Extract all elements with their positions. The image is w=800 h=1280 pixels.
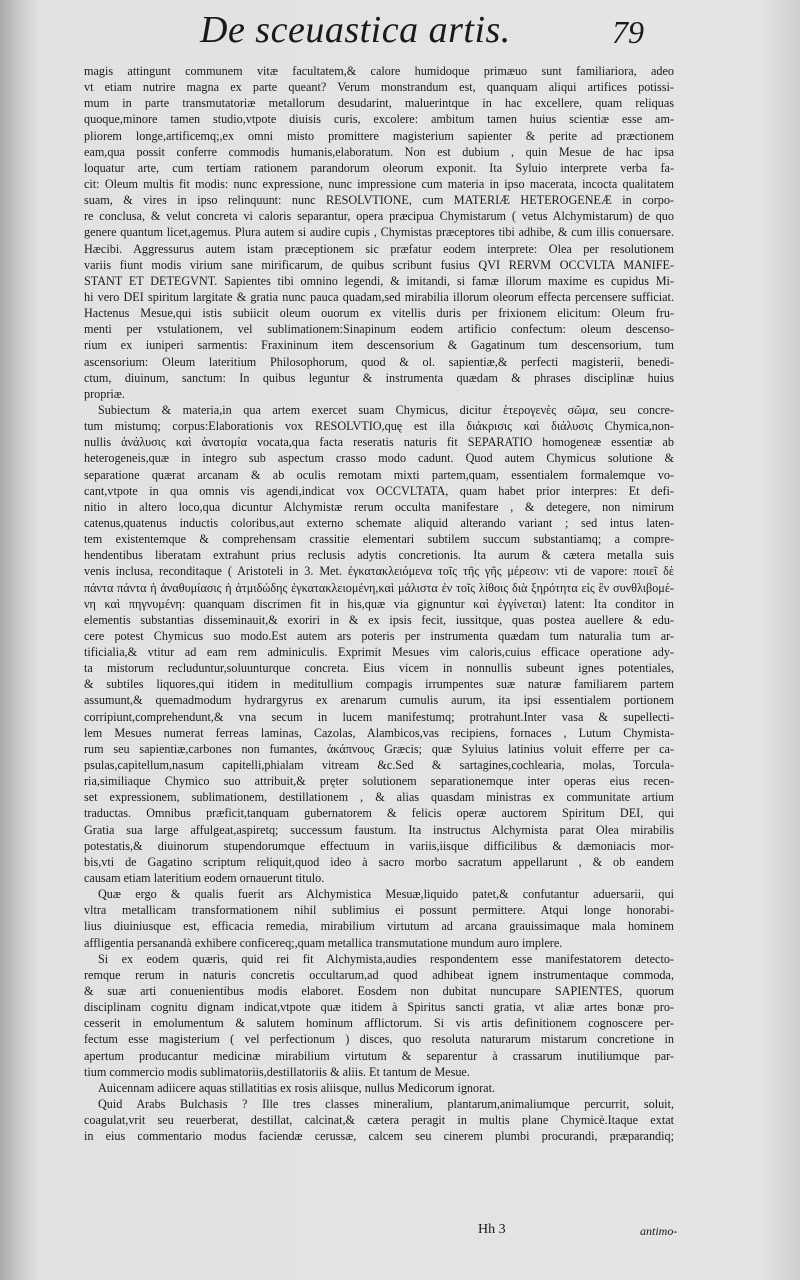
text-line: set expressionem, sublimationem, destillationem , & alias quasdam ministras ex communitate artium bbox=[84, 790, 674, 805]
text-line: πάντα πάντα ἡ ἀναθυμίασις ἡ ἀτμιδώδης ἐγκατακλειομένη,καὶ μάλιστα ἐν τοῖς λίθοις διὰ ξηρότητα εἰς ἓν συνθλιβομέ- bbox=[84, 580, 674, 595]
text-line: Hactenus Mesue,qui istis subiicit oleum ouorum ex vitellis duris per frixionem elicitum: Oleum fru- bbox=[84, 306, 674, 321]
text-line: & suæ arti conuenientibus modis elaboret. Eosdem non dubitat nuncupare SAPIENTES, quorum bbox=[84, 984, 674, 999]
text-line: pliorem longe,artificemq;,ex omni misto promittere magisterium sapienter & perite ad præctionem bbox=[84, 128, 674, 143]
text-line: rum seu sapientiæ,carbones non fumantes, ἀκάπνους Græcis; quæ Syluius latinius voluit efferre per ca- bbox=[84, 741, 674, 756]
text-line: Quid Arabs Bulchasis ? Ille tres classes mineralium, plantarum,animaliumque percurrit, soluit, bbox=[98, 1097, 674, 1111]
text-line: coagulat,vrit seu reuerberat, destillat, calcinat,& cætera peragit in multis plane Chymicè.Itaque extat bbox=[84, 1113, 674, 1128]
text-line: causam etiam lateritium eodem ornauerunt titulo. bbox=[84, 871, 325, 886]
running-title: De sceuastica artis. bbox=[200, 9, 511, 51]
text-line: cesserit in emolumentum & salutem hominum afflictorum. Si vis artis definitionem cognoscere per- bbox=[84, 1016, 674, 1031]
text-line: Quæ ergo & qualis fuerit ars Alchymistica Mesuæ,liquido patet,& confutantur aduersarii, qui bbox=[98, 887, 674, 902]
text-line: remque rerum in naturis concretis occultarum,ad quod adhibeat ignem instrumentaque commoda, bbox=[84, 967, 674, 982]
text-line: quoque,minore tamen studio,vtpote diuisis curis, excolere: ambitum tamen huius scientiæ esse am- bbox=[84, 112, 674, 127]
text-line: hendentibus liberatam extrahunt prius reclusis adytis concretionis. Ita aurum & cætera metalla suis bbox=[84, 548, 674, 563]
text-line: separatione quærat arcanam & ab oculis remotam mixti partem,quam, essentialem formalemque vo- bbox=[84, 467, 674, 482]
text-line: apertum producantur medicinæ mirabilium virtutum & separentur à crassarum inutiliumque par- bbox=[84, 1048, 674, 1063]
text-line: rium ex iuniperi sarmentis: Fraxininum item descensorium & Gagatinum tum descensorium, tum bbox=[84, 338, 674, 353]
text-line: assumunt,& quemadmodum hydrargyrus ex arenarum cumulis aurum, ita ipsi essentialem portionem bbox=[84, 693, 674, 708]
text-line: bis,vti de Gagatino scriptum reliquit,quod ideo à sacro morbo sacratum appellarunt , & ob eandem bbox=[84, 854, 674, 869]
text-line: re conclusa, & velut concreta vi caloris separantur, opera præcipua Chymistarum ( vetus Alchymistarum) de quo bbox=[84, 209, 674, 224]
text-line: tum mistumq; corpus:Elaborationis vox RESOLVTIO,quę est illa διάκρισις καὶ διάλυσις Chymica,non- bbox=[84, 419, 674, 434]
text-line: ascensorium: Oleum lateritium Philosophorum, quod & ol. sapientiæ,& perfecti magisterii, benedi- bbox=[84, 354, 674, 369]
signature-mark: Hh 3 bbox=[478, 1222, 506, 1237]
text-line: ria,similiaque Chymico suo attribuit,& pręter solutionem separationemque inter operas eius recen- bbox=[84, 774, 674, 789]
catchword: antimo- bbox=[640, 1224, 678, 1238]
text-line: tem existentemque & comprehensam crassitie elementari subtilem succum substantiamq; a compre- bbox=[84, 532, 674, 547]
text-line: venis inclusa, reconditaque ( Aristoteli in 3. Met. ἐγκατακλειόμενα τοῖς τῆς γῆς μέρεσιν: vti de vapore: ποιεῖ δὲ bbox=[84, 564, 674, 579]
text-line: ctum, diuinum, sanctum: In quibus leguntur & instrumenta quædam & phrases disciplinæ huius bbox=[84, 370, 674, 385]
text-line: catenus,quatenus inductis coloribus,aut externo schemate aliquid alterando variant ; sed intus laten- bbox=[84, 515, 674, 530]
text-line: Hæcibi. Aggressurus autem istam præceptionem sic præfatur eodem interprete: Olea per resolutionem bbox=[84, 241, 674, 256]
text-line: nullis ἀνάλυσις καὶ ἀνατομία vocata,qua facta reseratis naturis fit SEPARATIO homogeneæ essentiæ ab bbox=[84, 435, 674, 450]
text-line: tium commercio modis sublimatoriis,destillatoriis & aliis. Et tantum de Mesue. bbox=[84, 1064, 470, 1079]
text-line: genere quantum licet,agemus. Plura autem si audire cupis , Chymistas præceptores tibi adhibe, & cum illis conuersare. bbox=[84, 225, 674, 240]
text-line: cere potest Chymicus suo modo.Est autem ars poteris per instrumenta quædam tum naturalia tum ar- bbox=[84, 628, 674, 643]
text-line: cant,vtpote in qua omnis vis agendi,indicat vox OCCVLTATA, quam habet prior interpres: Et defi- bbox=[84, 483, 674, 498]
page-number: 79 bbox=[612, 14, 644, 50]
text-line: eam,qua possit conferre commodis humanis,elaboratum. Non est dubium , quin Mesue de hac ipsa bbox=[84, 144, 674, 159]
text-line: in eius commentario modus faciendæ cerussæ, calcem seu cinerem plumbi procurandi, præparandiq; bbox=[84, 1129, 674, 1144]
text-line: corripiunt,comprehendunt,& vna secum in lucem manifestumq; protrahunt.Inter vasa & supellecti- bbox=[84, 709, 674, 724]
text-line: propriæ. bbox=[84, 386, 125, 401]
text-line: tificialia,& vtitur ad eam rem adminiculis. Exprimit Mesues vim caloris,cuius efficace operatione ady- bbox=[84, 645, 674, 660]
text-line: loquatur arte, cum tertiam rationem parandorum oleorum exponit. Ita Syluio interprete verba fa- bbox=[84, 160, 674, 175]
text-line: Subiectum & materia,in qua artem exercet suam Chymicus, dicitur ἑτερογενὲς σῶμα, seu concre- bbox=[98, 402, 674, 417]
page-footer bbox=[0, 1222, 800, 1252]
text-line: psulas,capitellum,nasum capitelli,phialam vitream &c.Sed & sartagines,cochlearia, molas, Torcula- bbox=[84, 758, 674, 773]
text-line: νη καὶ πηγνυμένη: quanquam discrimen fit in his,quæ via gignuntur καὶ ἐγγίνεται) latent: Ita conditor in bbox=[84, 596, 674, 611]
text-line: mum in parte transmutatoriæ metallorum desudarint, maluerintque in hac excellere, quam reliquas bbox=[84, 96, 674, 111]
text-line: Si ex eodem quæris, quid rei fit Alchymista,audies respondentem esse manifestatorem detecto- bbox=[98, 951, 674, 966]
text-line: vltra metallicam transformationem nihil sublimius ei possunt permittere. Atqui longe honorabi- bbox=[84, 903, 674, 918]
body-text bbox=[84, 63, 674, 1144]
text-line: lius diuiniusque est, efficacia remedia, mirabilium virtutum ad arcana grauissimaque mala hominem bbox=[84, 919, 674, 934]
text-line: nitio in altero loco,qua dicuntur Alchymistæ rerum occulta manifestare , & detegere, non nimirum bbox=[84, 499, 674, 514]
text-line: ta mistorum recluduntur,soluunturque concreta. Eius vicem in nonnullis subeunt ignes potentiales, bbox=[84, 661, 674, 676]
text-line: STANT ET DETEGVNT. Sapientes tibi omnino legendi, & imitandi, si famæ illorum maxime es cupidus Mi- bbox=[84, 273, 674, 288]
text-line: vt etiam nutrire magna ex parte queant? Verum monstrandum est, quanquam aliqui artifices potissi- bbox=[84, 80, 674, 95]
text-line: lem Mesues numerat ferreas laminas, Cazolas, Alambicos,vas recipiens, fornaces , Lutum Chymista- bbox=[84, 725, 674, 740]
text-line: affligentia persanandà exhibere conficereq;,quam metallica transmutatione mundum auro implere. bbox=[84, 935, 563, 950]
text-line: fectum esse magisterium ( vel perfectionum ) disces, quo resoluta naturarum mistarum concretione in bbox=[84, 1032, 674, 1047]
text-line: & subtiles liquores,qui itidem in meditullium compagis irrumpentes suæ naturæ familiarem partem bbox=[84, 677, 674, 692]
text-line: variis fiunt modis virium sane mirificarum, de quibus scribunt fusius QVI RERVM OCCVLTA MANIFE- bbox=[84, 257, 674, 272]
text-line: menti per vstulationem, vel sublimationem:Sinapinum eodem artificio confectum: oleum descenso- bbox=[84, 322, 674, 337]
text-line: potestatis,& diuinorum stupendorumque effectuum in variis,iisque difficilibus & dæmoniacis mor- bbox=[84, 838, 674, 853]
text-line: heterogeneis,quæ in integro sub aspectum crasso modo cadunt. Quod autem Chymicus solutione & bbox=[84, 451, 674, 466]
text-line: Auicennam adiicere aquas stillatitias ex rosis aliisque, nullus Medicorum ignorat. bbox=[98, 1080, 496, 1095]
text-line: hi vero DEI spiritum largitate & gratia nunc pauca quadam,sed mirabilia illorum oleorum effecta percensere sufficiat. bbox=[84, 289, 674, 304]
text-line: elementis substantias disseminauit,& exoriri in & ex ipsis fecit, iussitque, quas postea auellere & edu- bbox=[84, 612, 674, 627]
text-line: suam, & vires in ipso relinquunt: nunc RESOLVTIONE, cum MATERIÆ HETEROGENEÆ in corpo- bbox=[84, 193, 674, 208]
text-line: magis attingunt communem vitæ facultatem,& calore humidoque primæuo sunt familiariora, adeo bbox=[84, 64, 674, 78]
text-line: disciplinam cognitu dignam indicat,vtpote quæ itidem à Spiritus sancti gratia, vt aliæ artes bonæ pro- bbox=[84, 1000, 674, 1015]
text-line: Gratia sua large affulgeat,aspiretq; successum faustum. Ita instructus Alchymista parat Olea mirabilis bbox=[84, 822, 674, 837]
text-line: cit: Oleum multis fit modis: nunc expressione, nunc impressione cum materia in ipso macerata, incocta qualitatem bbox=[84, 176, 674, 191]
page-header bbox=[0, 8, 800, 60]
text-line: traductas. Omnibus præficit,tanquam gubernatorem & felicis operæ auctorem Spiritum DEI, qui bbox=[84, 806, 674, 821]
